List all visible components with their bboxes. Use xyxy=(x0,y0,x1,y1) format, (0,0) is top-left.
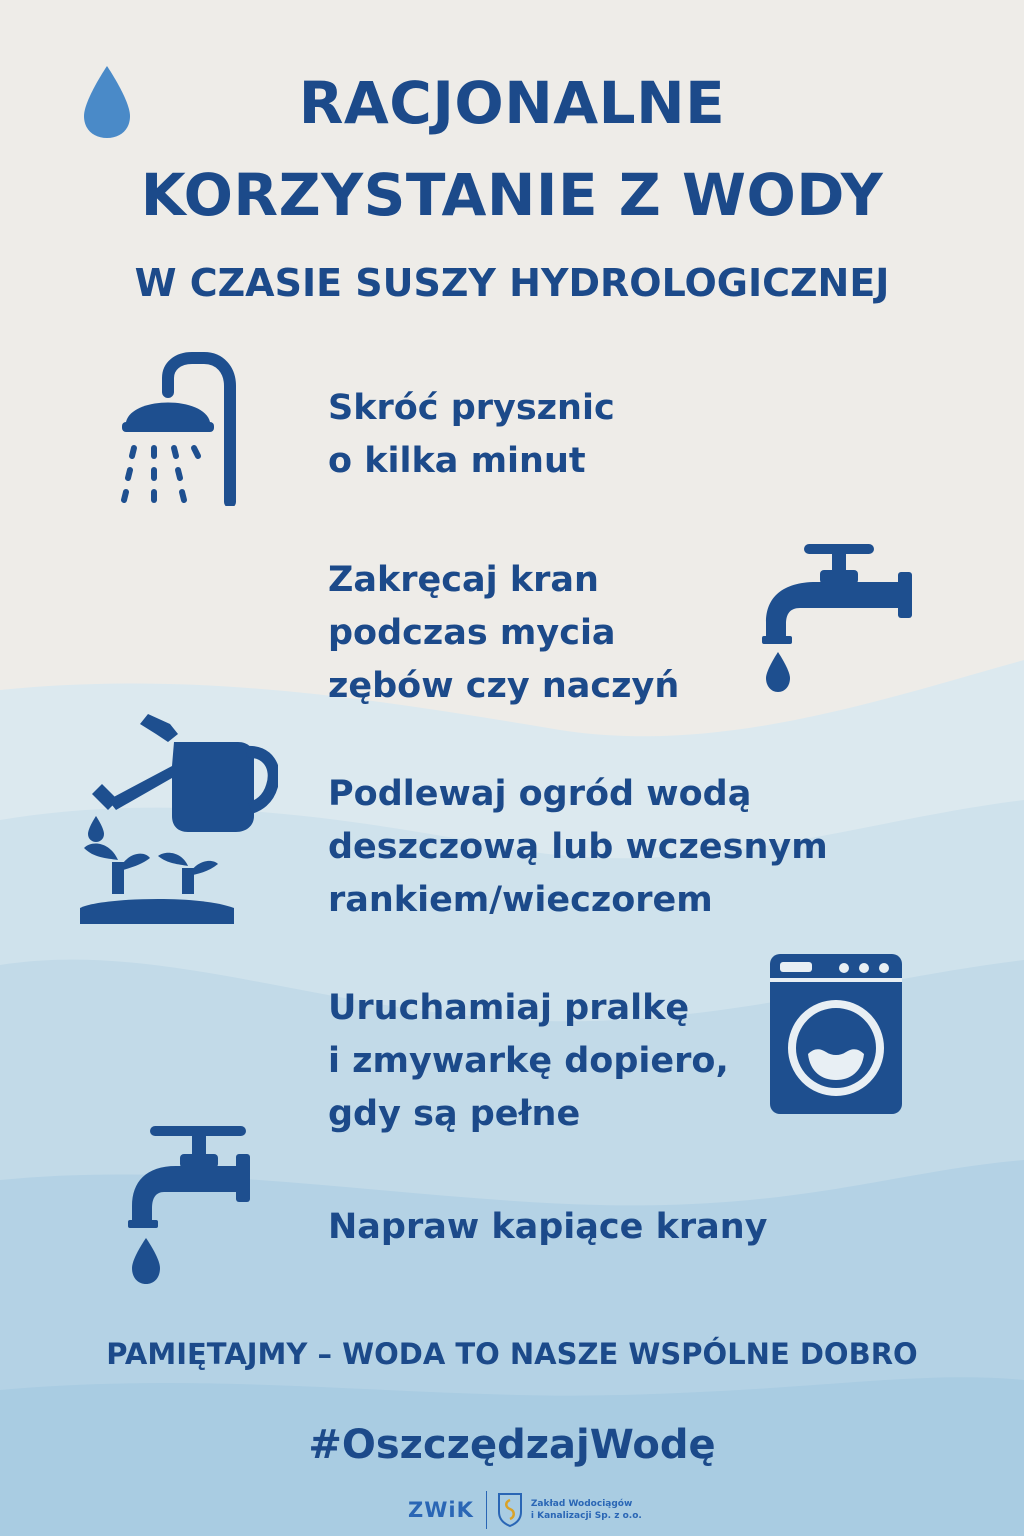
tip-faucet-line1: Zakręcaj kran xyxy=(328,560,599,600)
tip-leaks-line1: Napraw kapiące krany xyxy=(328,1207,768,1247)
hashtag: #OszczędzajWodę xyxy=(308,1422,716,1468)
tip-garden xyxy=(328,768,828,927)
tip-garden-line3: rankiem/wieczorem xyxy=(328,880,713,920)
tip-garden-line1: Podlewaj ogród wodą xyxy=(328,774,752,814)
dripping-faucet-icon xyxy=(128,1120,256,1286)
logo-divider xyxy=(486,1491,487,1529)
tip-shower-line1: Skróć prysznic xyxy=(328,388,615,428)
page-subtitle: W CZASIE SUSZY HYDROLOGICZNEJ xyxy=(134,261,890,305)
tip-faucet-line2: podczas mycia xyxy=(328,613,616,653)
tip-appliances xyxy=(328,982,729,1141)
tip-shower-line2: o kilka minut xyxy=(328,441,586,481)
company-name-line2: i Kanalizacji Sp. z o.o. xyxy=(530,1511,642,1521)
shower-icon xyxy=(112,352,244,506)
tip-appliances-line1: Uruchamiaj pralkę xyxy=(328,988,690,1028)
company-name-line1: Zakład Wodociągów xyxy=(530,1499,633,1509)
faucet-icon xyxy=(760,536,916,696)
tip-garden-line2: deszczową lub wczesnym xyxy=(328,827,828,867)
page-title-line2: KORZYSTANIE Z WODY xyxy=(140,161,884,229)
watering-can-icon xyxy=(78,712,278,926)
tip-leaks xyxy=(328,1201,767,1254)
tip-appliances-line2: i zmywarkę dopiero, xyxy=(328,1041,729,1081)
city-crest-icon xyxy=(497,1492,523,1528)
tip-faucet xyxy=(328,554,679,713)
tip-appliances-line3: gdy są pełne xyxy=(328,1094,581,1134)
company-name xyxy=(531,1498,642,1522)
logo-text: ZWiK xyxy=(408,1498,474,1522)
motto: PAMIĘTAJMY – WODA TO NASZE WSPÓLNE DOBRO xyxy=(106,1337,918,1371)
page-title-line1: RACJONALNE xyxy=(298,69,726,137)
tip-shower xyxy=(328,382,615,488)
company-logo xyxy=(408,1488,642,1532)
washing-machine-icon xyxy=(768,952,904,1116)
tip-faucet-line3: zębów czy naczyń xyxy=(328,666,680,706)
